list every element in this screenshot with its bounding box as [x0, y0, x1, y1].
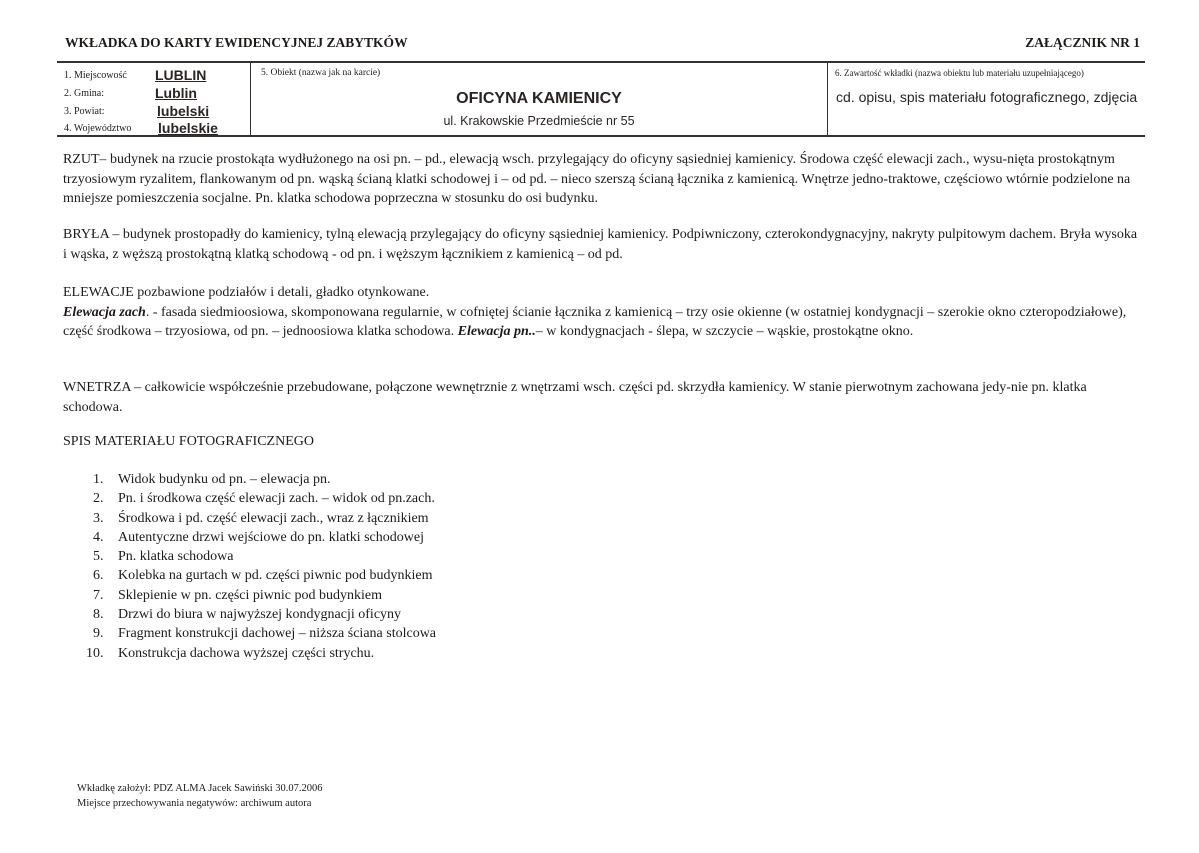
- section-wnetrza: [63, 378, 1143, 417]
- photo-item: [93, 528, 436, 547]
- annex-label: ZAŁĄCZNIK NR 1: [1025, 35, 1140, 50]
- field-label: 3. Powiat:: [64, 106, 105, 117]
- elewacja-zach-label: Elewacja zach: [63, 304, 146, 320]
- location-row-town: [64, 65, 249, 83]
- rzut-paragraph: RZUT– budynek na rzucie prostokąta wydłużonego na osi pn. – pd., elewacją wsch. przylegający do oficyny sąsiedniej kamienicy. Środowa część elewacji zach., wysu-nięta prostokątnym trzyosiowym ryzalitem, flankowanym od pn. wąską ścianą klatki schodowej i – od pd. – nieco szerszą ścianą łącznika z kamienicą. Wnętrze jedno-traktowe, częściowo wtórnie podzielone na mniejsze pomieszczenia socjalne. Pn. klatka schodowa poprzeczna w stosunku do osi budynku.: [63, 152, 1131, 206]
- location-row-county: [64, 101, 249, 119]
- section-rzut: [63, 150, 1143, 209]
- object-label: 5. Obiekt (nazwa jak na karcie): [261, 68, 381, 78]
- field-label: 4. Województwo: [64, 123, 132, 134]
- spis-heading: SPIS MATERIAŁU FOTOGRAFICZNEGO: [63, 434, 314, 449]
- photo-caption: Środkowa i pd. część elewacji zach., wraz z łącznikiem: [118, 510, 429, 526]
- photo-item: [93, 586, 436, 605]
- photo-number: 2.: [93, 491, 104, 507]
- contents-column: [827, 63, 1145, 135]
- photo-item: [93, 566, 436, 585]
- photo-item: [93, 470, 436, 489]
- photo-caption: Sklepienie w pn. części piwnic pod budynkiem: [118, 587, 382, 603]
- page-header: [65, 35, 1145, 55]
- photo-number: 7.: [93, 587, 104, 603]
- photo-caption: Kolebka na gurtach w pd. części piwnic pod budynkiem: [118, 568, 433, 584]
- storage-line: Miejsce przechowywania negatywów: archiwum autora: [77, 798, 312, 809]
- field-value: LUBLIN: [155, 67, 207, 83]
- footer: [77, 781, 323, 811]
- author-line: Wkładkę założył: PDZ ALMA Jacek Sawiński 30.07.2006: [77, 783, 323, 794]
- field-label: 1. Miejscowość: [64, 70, 127, 81]
- photo-number: 9.: [93, 626, 104, 642]
- contents-value: cd. opisu, spis materiału fotograficznego, zdjęcia: [836, 89, 1138, 105]
- photo-item: [86, 644, 436, 663]
- photo-number: 8.: [93, 607, 104, 623]
- field-value: Lublin: [155, 85, 197, 101]
- photo-item: [93, 509, 436, 528]
- photo-item: [93, 605, 436, 624]
- photo-item: [93, 547, 436, 566]
- photo-number: 6.: [93, 568, 104, 584]
- photo-item: [93, 489, 436, 508]
- photo-caption: Drzwi do biura w najwyższej kondygnacji oficyny: [118, 607, 402, 623]
- photo-caption: Pn. klatka schodowa: [118, 549, 234, 565]
- location-row-commune: [64, 83, 249, 101]
- section-elewacje: [63, 283, 1143, 342]
- photo-caption: Pn. i środkowa część elewacji zach. – widok od pn.zach.: [118, 491, 435, 507]
- object-name: OFICYNA KAMIENICY: [456, 90, 622, 107]
- field-value: lubelskie: [158, 120, 218, 136]
- photo-number: 10.: [86, 645, 104, 661]
- identification-table: [57, 61, 1145, 137]
- photo-caption: Konstrukcja dachowa wyższej części strychu.: [118, 645, 375, 661]
- photo-number: 5.: [93, 549, 104, 565]
- elewacje-details: [63, 303, 1143, 342]
- elewacje-intro: ELEWACJE pozbawione podziałów i detali, gładko otynkowane.: [63, 285, 430, 300]
- wnetrza-paragraph: WNETRZA – całkowicie współcześnie przebudowane, połączone wewnętrznie z wnętrzami wsch. części pd. skrzydła kamienicy. W stanie pierwotnym zachowana jedy-nie pn. klatka schodowa.: [63, 380, 1087, 415]
- location-column: [57, 63, 250, 135]
- section-bryla: [63, 225, 1143, 264]
- object-address: ul. Krakowskie Przedmieście nr 55: [443, 114, 635, 128]
- location-row-voivodeship: [64, 118, 249, 136]
- photo-caption: Widok budynku od pn. – elewacja pn.: [118, 472, 331, 487]
- field-value: lubelski: [157, 103, 210, 119]
- photo-caption: Autentyczne drzwi wejściowe do pn. klatki schodowej: [118, 529, 424, 545]
- bryla-paragraph: BRYŁA – budynek prostopadły do kamienicy, tylną elewacją przylegający do oficyny sąsiedniej kamienicy. Podpiwniczony, czterokondygnacyjny, nakryty pulpitowym dachem. Bryła wysoka i wąska, z węższą prostokątną klatką schodową - od pn. i węższym łącznikiem z kamienicą – od pd.: [63, 227, 1138, 262]
- field-label: 2. Gmina:: [64, 88, 104, 99]
- photo-number: 1.: [93, 472, 104, 487]
- photo-caption: Fragment konstrukcji dachowej – niższa ściana stolcowa: [118, 626, 437, 642]
- elewacja-zach-text: . - fasada siedmioosiowa, skomponowana regularnie, w cofniętej ścianie łącznika z kamienicą – trzy osie okienne (w ostatniej kondygnacji – szerokie okno czteropodziałowe), część środkowa – trzyosiowa, od pn. – jednoosiowa klatka schodowa.: [63, 304, 1127, 339]
- photo-number: 3.: [93, 510, 104, 526]
- document-title: WKŁADKA DO KARTY EWIDENCYJNEJ ZABYTKÓW: [65, 35, 408, 50]
- section-spis-title: [63, 432, 1148, 452]
- contents-label: 6. Zawartość wkładki (nazwa obiektu lub materiału uzupełniającego): [835, 68, 1084, 78]
- photo-number: 4.: [93, 529, 104, 545]
- elewacja-pn-label: Elewacja pn..: [457, 324, 536, 339]
- object-column: [250, 63, 827, 135]
- elewacja-pn-text: – w kondygnacjach - ślepa, w szczycie – wąskie, prostokątne okno.: [535, 324, 914, 339]
- photo-item: [93, 624, 436, 643]
- photo-list: [86, 470, 437, 663]
